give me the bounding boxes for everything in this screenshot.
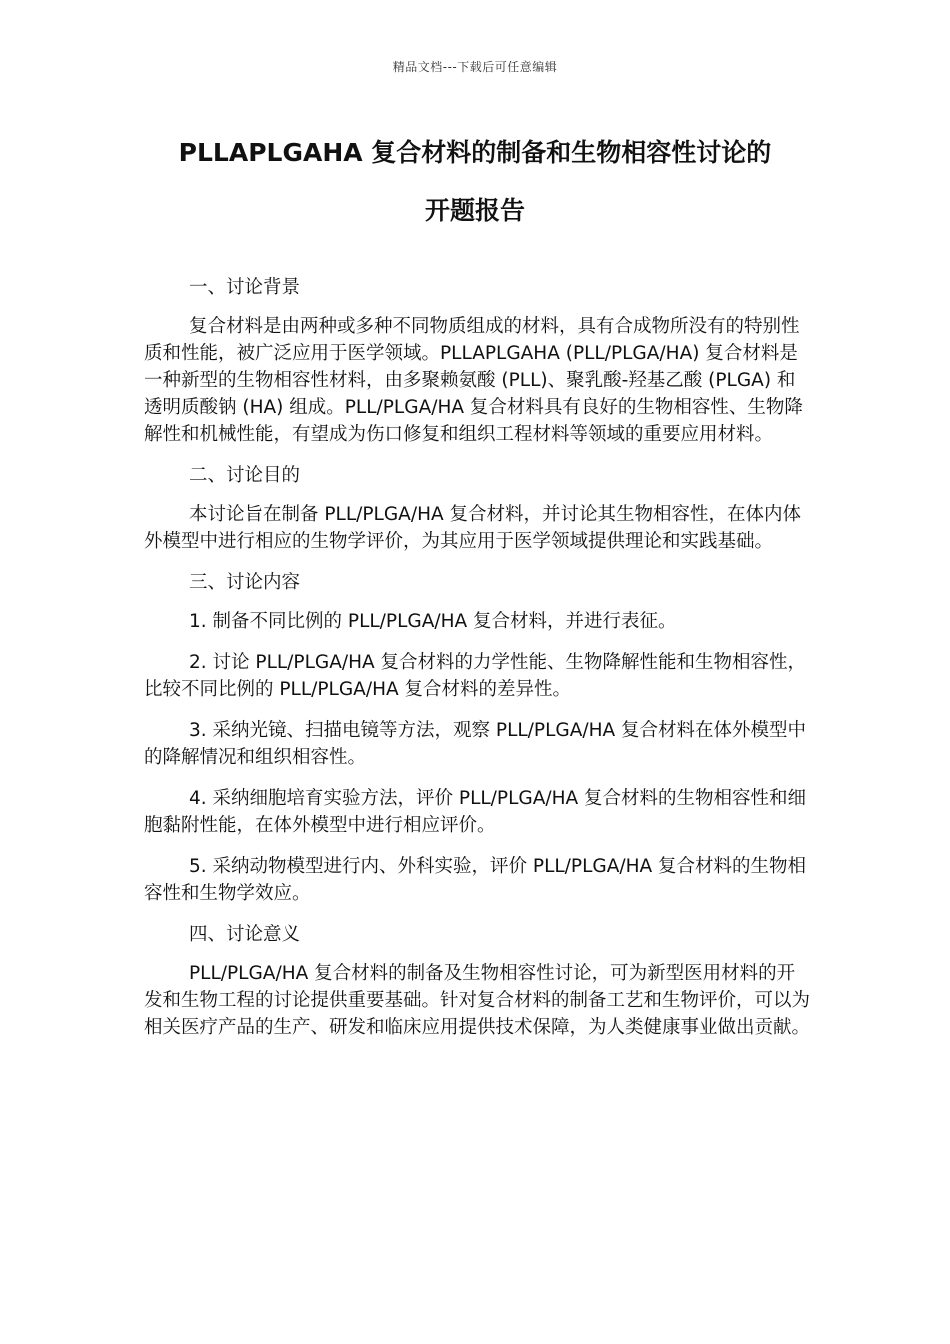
paragraph-purpose: 本讨论旨在制备 PLL/PLGA/HA 复合材料，并讨论其生物相容性，在体内体外模型中进行相应的生物学评价，为其应用于医学领域提供理论和实践基础。 [144, 504, 802, 552]
document-title-line-1: PLLAPLGAHA 复合材料的制备和生物相容性讨论的 [178, 138, 772, 167]
content-item-2: 2. 讨论 PLL/PLGA/HA 复合材料的力学性能、生物降解性能和生物相容性，比较不同比例的 PLL/PLGA/HA 复合材料的差异性。 [144, 652, 807, 700]
section-heading-content: 三、讨论内容 [189, 572, 301, 593]
section-heading-significance: 四、讨论意义 [189, 924, 301, 945]
paragraph-background: 复合材料是由两种或多种不同物质组成的材料，具有合成物所没有的特别性质和性能，被广泛应用于医学领域。PLLAPLGAHA (PLL/PLGA/HA) 复合材料是一种新型的生物相容性材料，由多聚赖氨酸 (PLL)、聚乳酸-羟基乙酸 (PLGA) 和透明质酸钠 (HA) 组成。PLL/PLGA/HA 复合材料具有良好的生物相容性、生物降解性和机械性能，有望成为伤口修复和组织工程材料等领域的重要应用材料。 [144, 316, 803, 445]
paragraph-significance: PLL/PLGA/HA 复合材料的制备及生物相容性讨论，可为新型医用材料的开发和生物工程的讨论提供重要基础。针对复合材料的制备工艺和生物评价，可以为相关医疗产品的生产、研发和临床应用提供技术保障，为人类健康事业做出贡献。 [144, 963, 811, 1038]
content-item-1: 1. 制备不同比例的 PLL/PLGA/HA 复合材料，并进行表征。 [189, 611, 677, 632]
header-note: 精品文档---下载后可任意编辑 [392, 60, 558, 74]
content-item-3: 3. 采纳光镜、扫描电镜等方法，观察 PLL/PLGA/HA 复合材料在体外模型中的降解情况和组织相容性。 [144, 720, 807, 768]
section-heading-purpose: 二、讨论目的 [189, 465, 301, 486]
section-heading-background: 一、讨论背景 [189, 277, 301, 298]
document-title-line-2: 开题报告 [424, 196, 525, 225]
content-item-5: 5. 采纳动物模型进行内、外科实验，评价 PLL/PLGA/HA 复合材料的生物相容性和生物学效应。 [144, 856, 807, 904]
document-body [144, 274, 812, 1055]
content-item-4: 4. 采纳细胞培育实验方法，评价 PLL/PLGA/HA 复合材料的生物相容性和细胞黏附性能，在体外模型中进行相应评价。 [144, 788, 807, 836]
